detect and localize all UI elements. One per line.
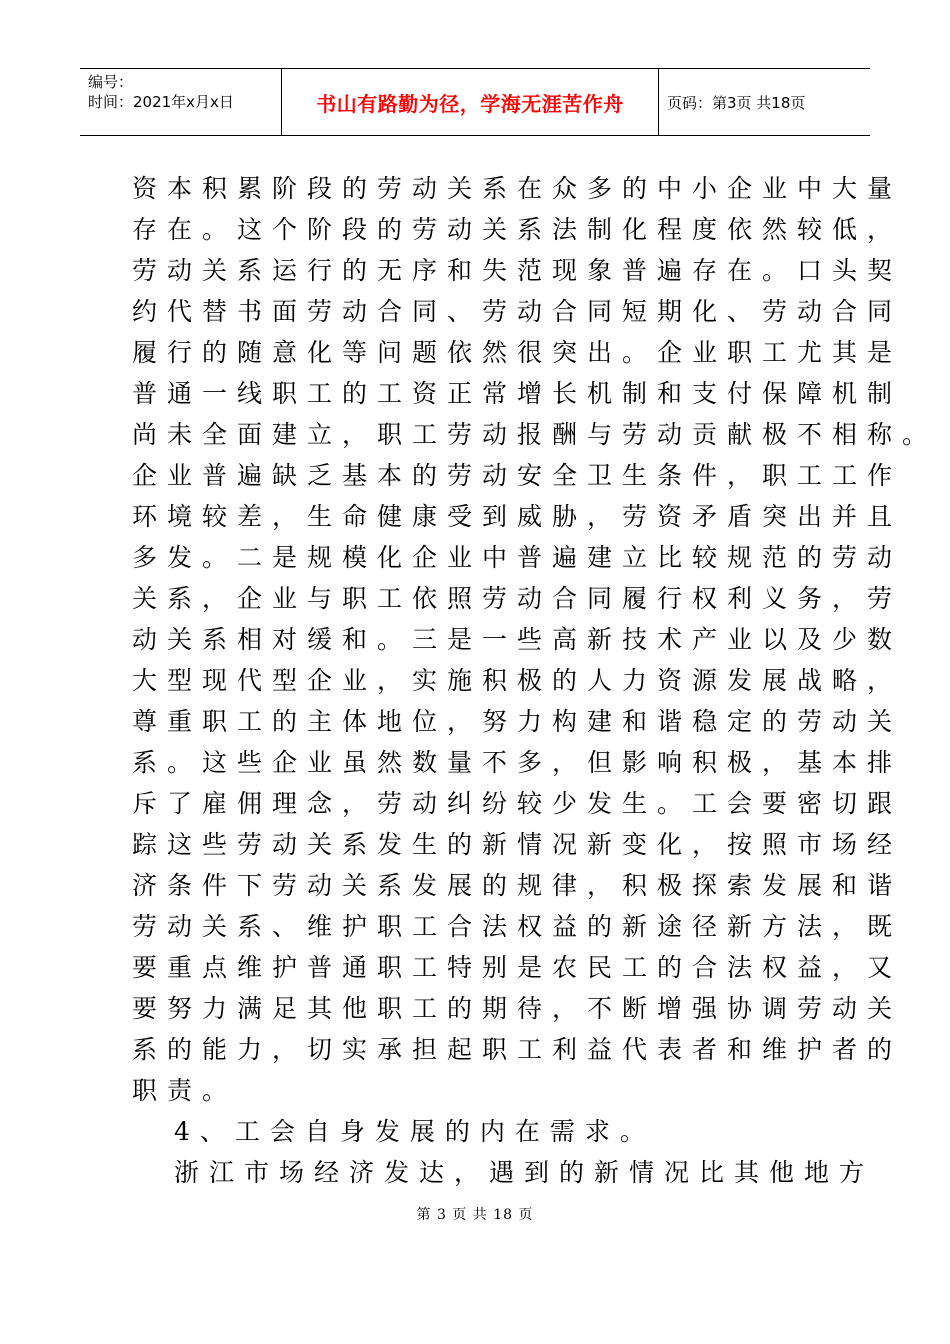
page-footer: 第 3 页 共 18 页 [416,1207,534,1223]
page-header [80,68,870,136]
header-motto: 书山有路勤为径，学海无涯苦作舟 [282,69,659,135]
text-line: 劳动关系运行的无序和失范现象普遍存在。口头契 [132,256,903,285]
text-line: 大型现代型企业，实施积极的人力资源发展战略， [132,666,903,695]
text-line: 要重点维护普通职工特别是农民工的合法权益，又 [132,953,903,982]
text-line: 履行的随意化等问题依然很突出。企业职工尤其是 [132,338,903,367]
text-line: 约代替书面劳动合同、劳动合同短期化、劳动合同 [132,297,903,326]
text-line: 尊重职工的主体地位，努力构建和谐稳定的劳动关 [132,707,903,736]
text-line: 资本积累阶段的劳动关系在众多的中小企业中大量 [132,174,903,203]
time-label: 时间：2021年x月x日 [88,93,234,111]
text-line: 劳动关系、维护职工合法权益的新途径新方法，既 [132,912,903,941]
text-line: 多发。二是规模化企业中普遍建立比较规范的劳动 [132,543,903,572]
text-line: 踪这些劳动关系发生的新情况新变化，按照市场经 [132,830,903,859]
text-line: 要努力满足其他职工的期待，不断增强协调劳动关 [132,994,903,1023]
header-meta [80,69,282,135]
text-line: 系。这些企业虽然数量不多，但影响积极，基本排 [132,748,903,777]
text-line: 系的能力，切实承担起职工利益代表者和维护者的 [132,1035,903,1064]
text-line: 存在。这个阶段的劳动关系法制化程度依然较低， [132,215,903,244]
number-label: 编号： [88,73,134,91]
text-line: 环境较差，生命健康受到威胁，劳资矛盾突出并且 [132,502,903,531]
document-body [132,168,938,1193]
text-line: 济条件下劳动关系发展的规律，积极探索发展和谐 [132,871,903,900]
text-line: 尚未全面建立，职工劳动报酬与劳动贡献极不相称。 [132,420,938,449]
text-line: 职责。 [132,1076,238,1105]
text-line: 普通一线职工的工资正常增长机制和支付保障机制 [132,379,903,408]
section-heading: 4、工会自身发展的内在需求。 [174,1117,655,1146]
text-line: 动关系相对缓和。三是一些高新技术产业以及少数 [132,625,903,654]
text-line: 斥了雇佣理念，劳动纠纷较少发生。工会要密切跟 [132,789,903,818]
text-line: 浙江市场经济发达，遇到的新情况比其他地方 [174,1158,875,1187]
text-line: 关系，企业与职工依照劳动合同履行权利义务，劳 [132,584,903,613]
header-page-info: 页码：第3页 共18页 [667,93,806,112]
text-line: 企业普遍缺乏基本的劳动安全卫生条件，职工工作 [132,461,903,490]
